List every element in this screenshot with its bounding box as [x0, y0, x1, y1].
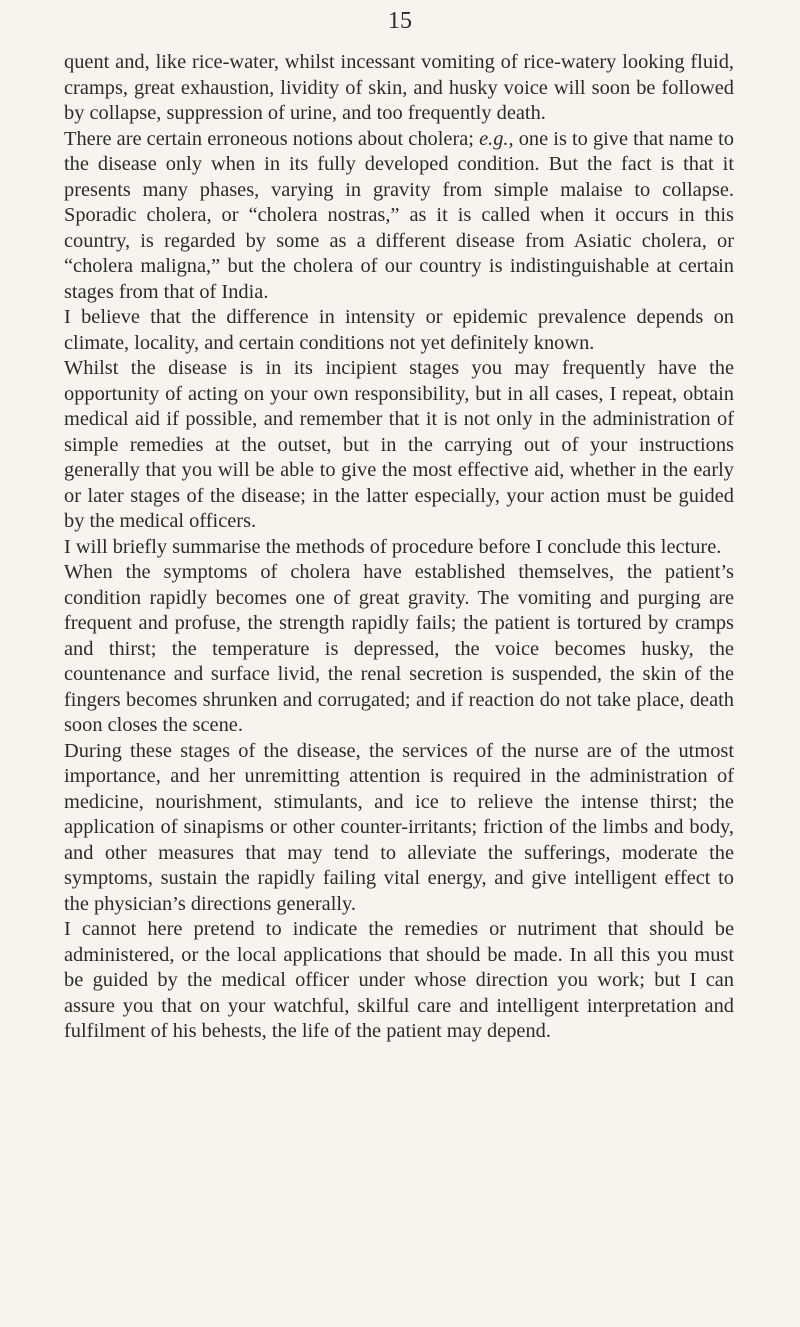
- paragraph: [64, 739, 734, 918]
- paragraph-text: There are certain erroneous notions about cholera;: [64, 127, 480, 150]
- paragraph-text: When the symptoms of cholera have established themselves, the patient’s condition rapidly becomes one of great gravity. The vomiting and purging are frequent and profuse, the strength rapidly fails; the patient is tortured by cramps and thirst; the temperature is depressed, the voice becomes husky, the countenance and surface livid, the renal secretion is suspended, the skin of the fingers becomes shrunken and corrugated; and if reaction do not take place, death soon closes the scene.: [64, 561, 734, 736]
- paragraph: [64, 356, 734, 535]
- paragraph-text: I cannot here pretend to indicate the remedies or nutriment that should be administered, or the local applications that should be made. In all this you must be guided by the medical officer under whose direction you work; but I can assure you that on your watchful, skilful care and intelligent interpretation and fulfilment of his behests, the life of the patient may depend.: [64, 918, 734, 1042]
- paragraph-text: During these stages of the disease, the services of the nurse are of the utmost importance, and her unremitting attention is required in the administration of medicine, nourishment, stimulants, and ice to relieve the intense thirst; the application of sinapisms or other counter-irritants; friction of the limbs and body, and other measures that may tend to alleviate the sufferings, moderate the symptoms, sustain the rapidly failing vital energy, and give intelligent effect to the physician’s directions generally.: [64, 739, 734, 915]
- paragraph: [64, 560, 734, 739]
- paragraph: [64, 305, 734, 356]
- paragraph: [64, 917, 734, 1045]
- page-number: 15: [388, 8, 412, 34]
- paragraph-text: I will briefly summarise the methods of procedure before I conclude this lecture.: [64, 535, 722, 558]
- paragraph: [64, 50, 734, 127]
- paragraph-text: , one is to give that name to the disease only when in its fully developed condition. But the fact is that it presents many phases, varying in gravity from simple malaise to collapse. Sporadic cholera, or “cholera nostras,” as it is called when it occurs in this country, is regarded by some as a different disease from Asiatic cholera, or “cholera maligna,” but the cholera of our country is indistinguishable at certain stages from that of India.: [64, 127, 734, 303]
- italic-text: e.g.: [479, 127, 509, 150]
- paragraph-text: I believe that the difference in intensity or epidemic prevalence depends on climate, locality, and certain conditions not yet definitely known.: [64, 306, 734, 354]
- paragraph-text: Whilst the disease is in its incipient stages you may frequently have the opportunity of acting on your own responsibility, but in all cases, I repeat, obtain medical aid if possible, and remember that it is not only in the administration of simple remedies at the outset, but in the carrying out of your instructions generally that you will be able to give the most effective aid, whether in the early or later stages of the disease; in the latter especially, your action must be guided by the medical officers.: [64, 357, 734, 532]
- paragraph: [64, 535, 734, 561]
- paragraph: [64, 127, 734, 306]
- paragraph-text: quent and, like rice-water, whilst incessant vomiting of rice-watery looking fluid, cramps, great exhaustion, lividity of skin, and husky voice will soon be followed by collapse, suppression of urine, and too frequently death.: [64, 51, 734, 124]
- body-text: [64, 50, 734, 1045]
